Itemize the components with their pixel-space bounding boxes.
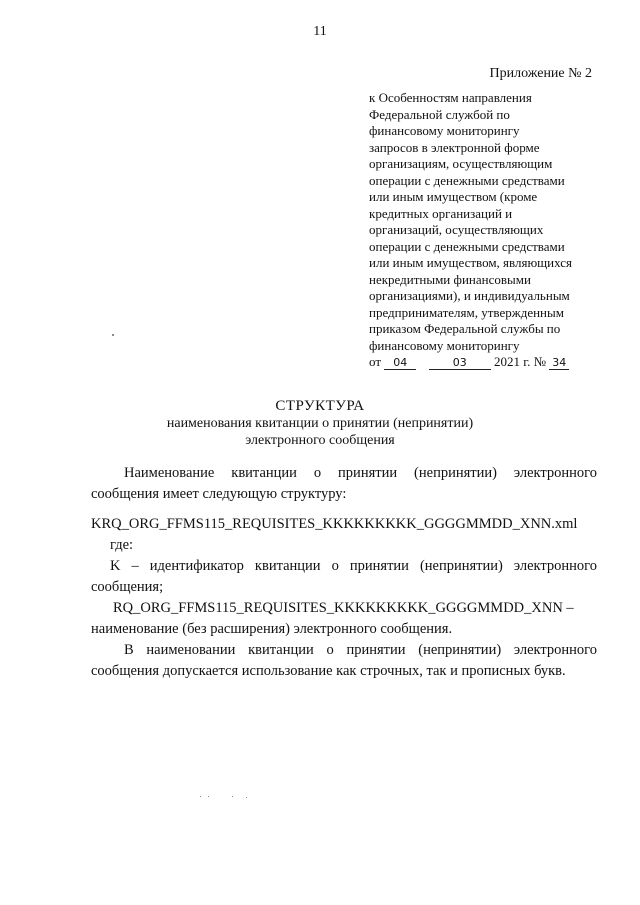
date-day-handwritten: 04 xyxy=(384,356,416,370)
approval-line: организациям, осуществляющим xyxy=(369,156,553,171)
message-filename-description: наименование (без расширения) электронного сообщения. xyxy=(91,621,453,637)
heading-line-2: электронного сообщения xyxy=(245,433,395,448)
approval-line: некредитными финансовыми xyxy=(369,271,531,287)
scan-speck xyxy=(200,796,201,797)
approval-line: или иным имуществом, являющихся xyxy=(369,255,573,270)
date-year: 2021 г. xyxy=(494,354,531,369)
message-filename-pattern: RQ_ORG_FFMS115_REQUISITES_KKKKKKKKK_GGGGMMDD_XNN – xyxy=(113,600,574,616)
appendix-label: Приложение № 2 xyxy=(489,66,592,81)
document-heading xyxy=(0,398,640,449)
approval-block xyxy=(369,90,609,371)
body-paragraph-4 xyxy=(91,640,597,682)
body-paragraph-3 xyxy=(91,598,597,640)
paragraph-letter-case: В наименовании квитанции о принятии (непринятии) электронного сообщения допускается использование как строчных, так и прописных букв. xyxy=(91,642,597,679)
paragraph-k-definition: K – идентификатор квитанции о принятии (непринятии) электронного сообщения; xyxy=(91,558,597,595)
body-paragraph-1 xyxy=(91,463,597,505)
scan-speck xyxy=(232,796,233,797)
body-code-block xyxy=(91,514,597,556)
scan-speck xyxy=(112,334,114,336)
order-date-line xyxy=(369,354,609,371)
where-label: где: xyxy=(110,537,134,553)
paragraph-structure-intro: Наименование квитанции о принятии (непринятии) электронного сообщения имеет следующую структуру: xyxy=(91,465,597,502)
approval-line: операции с денежными средствами xyxy=(369,172,565,188)
body-paragraph-2 xyxy=(91,556,597,598)
receipt-filename-pattern: KRQ_ORG_FFMS115_REQUISITES_KKKKKKKKK_GGGGMMDD_XNN.xml xyxy=(91,516,578,532)
approval-line: Федеральной службой по xyxy=(369,106,510,122)
approval-line: операции с денежными средствами xyxy=(369,238,565,254)
approval-line: кредитных организаций и xyxy=(369,205,513,221)
approval-line: приказом Федеральной службы по xyxy=(369,321,561,336)
scan-speck xyxy=(246,797,247,798)
number-prefix: № xyxy=(533,354,547,369)
approval-line: финансовому мониторингу xyxy=(369,337,520,353)
approval-line: к Особенностям направления xyxy=(369,90,532,105)
approval-line: организаций, осуществляющих xyxy=(369,222,544,237)
scan-speck xyxy=(208,796,209,797)
date-prefix: от xyxy=(369,354,382,369)
approval-line: или иным имуществом (кроме xyxy=(369,189,538,204)
approval-line: запросов в электронной форме xyxy=(369,139,540,155)
approval-line: организациями), и индивидуальным xyxy=(369,288,570,303)
approval-line: предпринимателям, утвержденным xyxy=(369,304,564,320)
page-number: 11 xyxy=(313,24,327,39)
approval-line: финансовому мониторингу xyxy=(369,123,520,138)
date-month-handwritten: 03 xyxy=(429,356,491,370)
order-number-handwritten: 34 xyxy=(549,356,569,370)
heading-title: СТРУКТУРА xyxy=(275,398,365,414)
heading-line-1: наименования квитанции о принятии (непринятии) xyxy=(166,416,474,431)
